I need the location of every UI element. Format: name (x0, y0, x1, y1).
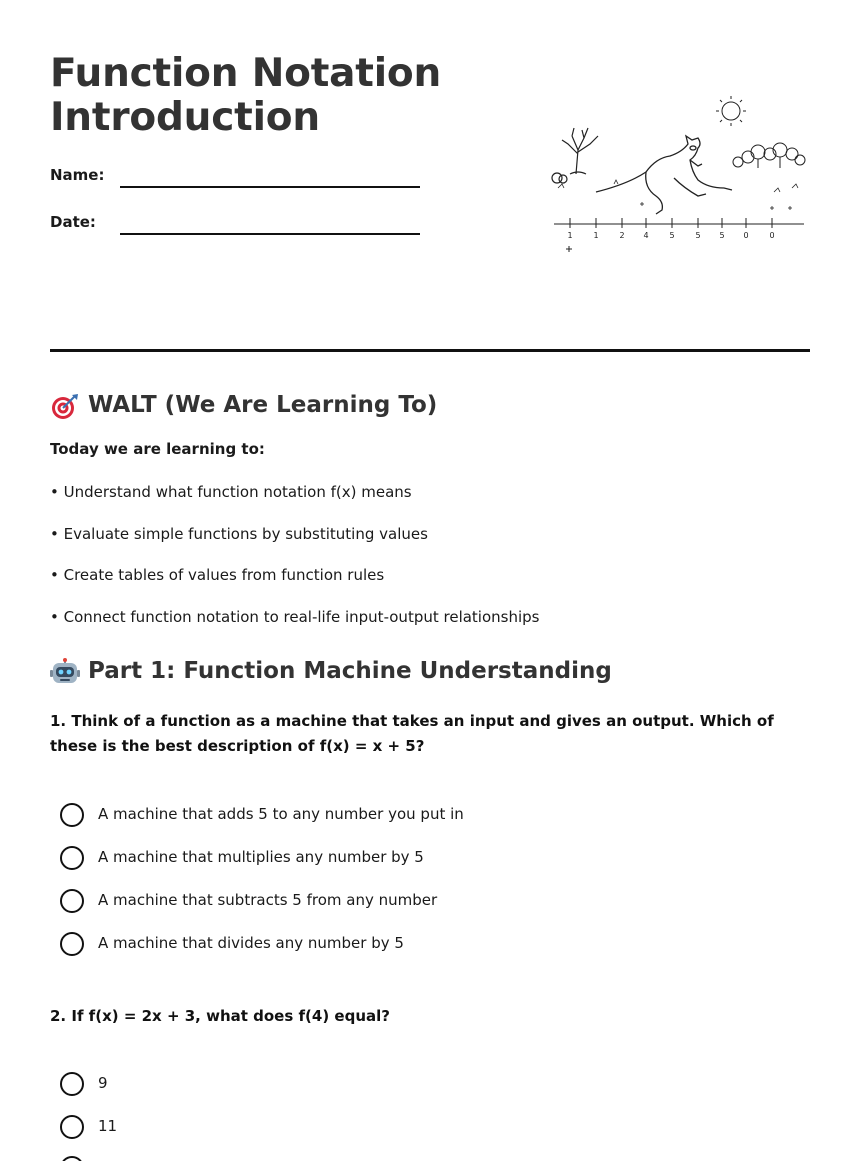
date-line[interactable] (120, 233, 420, 235)
walt-heading-text: WALT (We Are Learning To) (88, 392, 438, 418)
walt-bullet: • Connect function notation to real-life input-output relationships (50, 608, 540, 626)
number-line-label: 5 (669, 231, 675, 240)
q1-option-c[interactable] (60, 889, 660, 915)
radio-button[interactable] (60, 1072, 84, 1096)
worksheet-title: Function Notation Introduction (50, 51, 442, 140)
question-2: 2. If f(x) = 2x + 3, what does f(4) equal? (50, 1007, 390, 1025)
kangaroo-landscape-illustration (548, 92, 808, 262)
worksheet-page (50, 0, 810, 1161)
number-line (554, 218, 804, 252)
bush-icon (733, 143, 805, 168)
header-divider (50, 349, 810, 352)
ground-marks (558, 180, 798, 210)
walt-bullet: • Create tables of values from function rules (50, 566, 385, 584)
name-line[interactable] (120, 186, 420, 188)
name-field (50, 166, 420, 192)
q1-option-a[interactable] (60, 803, 660, 829)
radio-button[interactable] (60, 1115, 84, 1139)
option-text: 11 (98, 1117, 118, 1135)
date-label: Date: (50, 213, 96, 231)
q1-option-d[interactable] (60, 932, 660, 958)
radio-button[interactable] (60, 932, 84, 956)
number-line-label: 0 (743, 231, 749, 240)
date-field (50, 213, 420, 239)
option-text: A machine that multiplies any number by 5 (98, 848, 424, 866)
question-1: 1. Think of a function as a machine that takes an input and gives an output. Which of these is the best description of f(x) = x + 5? (50, 712, 774, 755)
number-line-label: 5 (719, 231, 725, 240)
option-text: A machine that adds 5 to any number you put in (98, 805, 464, 823)
q2-option-b[interactable] (60, 1115, 660, 1141)
number-line-label: 1 (567, 231, 573, 240)
robot-icon (50, 658, 80, 686)
q2-option-a[interactable] (60, 1072, 660, 1098)
radio-button[interactable] (60, 889, 84, 913)
radio-button[interactable] (60, 1156, 84, 1161)
part1-heading (50, 655, 612, 687)
tree-icon (552, 128, 598, 183)
number-line-label: 4 (643, 231, 649, 240)
walt-bullet: • Understand what function notation f(x) means (50, 483, 412, 501)
number-line-label: 5 (695, 231, 701, 240)
part1-heading-text: Part 1: Function Machine Understanding (88, 658, 612, 684)
kangaroo-icon (596, 136, 732, 214)
number-line-label: 0 (769, 231, 775, 240)
walt-bullet: • Evaluate simple functions by substituting values (50, 525, 428, 543)
sun-icon (716, 96, 746, 126)
number-line-labels (567, 231, 774, 240)
name-label: Name: (50, 166, 105, 184)
number-line-label: 2 (619, 231, 625, 240)
option-text: 9 (98, 1074, 108, 1092)
target-icon (50, 392, 80, 420)
option-text: A machine that subtracts 5 from any number (98, 891, 438, 909)
q1-option-b[interactable] (60, 846, 660, 872)
radio-button[interactable] (60, 803, 84, 827)
radio-button[interactable] (60, 846, 84, 870)
number-line-label: 1 (593, 231, 599, 240)
q2-option-c[interactable] (60, 1156, 660, 1161)
walt-intro: Today we are learning to: (50, 440, 265, 458)
option-text: A machine that divides any number by 5 (98, 934, 404, 952)
walt-heading (50, 389, 437, 421)
